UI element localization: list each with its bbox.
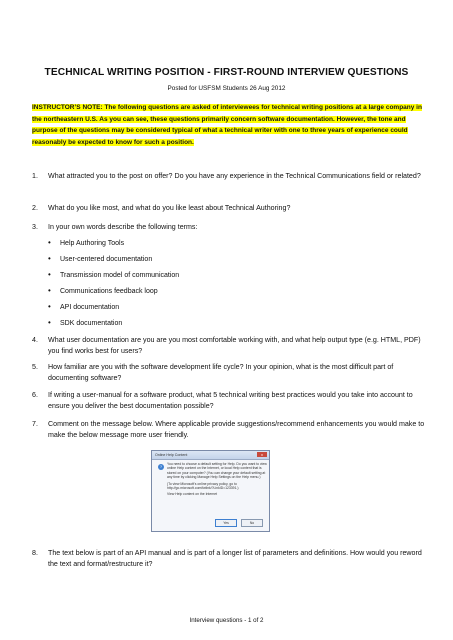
posted-date: Posted for USFSM Students 26 Aug 2012 [167, 85, 286, 92]
dialog-body [167, 462, 267, 499]
page-footer: Interview questions - 1 of 2 [189, 617, 264, 624]
dialog-message: You need to choose a default setting for Help. Do you want to view online Help content on the Internet, or local Help content that is stored on your computer? (You can change your default setting at any time by clicking Manage Help Settings on the Help menu.) [167, 462, 267, 480]
question-number: 1. [32, 172, 38, 180]
question-text: What attracted you to the post on offer? Do you have any experience in the Technical Communications field or related? [48, 172, 421, 180]
question-text: Comment on the message below. Where applicable provide suggestions/recommend enhancements you would make to make the below message more user friendly. [48, 420, 425, 439]
bullet-icon: • [48, 318, 51, 327]
bullet-icon: • [48, 238, 51, 247]
question-text: What do you like most, and what do you like least about Technical Authoring? [48, 204, 291, 212]
list-item: • Communications feedback loop [48, 286, 158, 295]
question-5 [32, 362, 430, 383]
list-item: • SDK documentation [48, 318, 123, 327]
question-text: How familiar are you with the software development life cycle? In your opinion, what is the most difficult part of documenting software? [48, 363, 394, 382]
dialog-privacy: (To view Microsoft's online privacy policy, go to http://go.microsoft.com/fwlink/?LinkID=123391.) [167, 481, 239, 491]
instructor-note-text: INSTRUCTOR’S NOTE: The following questions are asked of interviewees for technical writing positions at a large company in the northeastern U.S. As you can see, these questions primarily concern software documentation. However, the tone and purpose of the questions may be considered typical of what a technical writer with one to three years of experience could reasonably be expected to know for such a position. [32, 104, 422, 146]
question-7 [32, 419, 430, 440]
question-number: 6. [32, 391, 38, 399]
question-2 [32, 203, 430, 214]
question-6 [32, 390, 430, 411]
question-number: 2. [32, 204, 38, 212]
list-item: • Help Authoring Tools [48, 238, 125, 247]
list-item: • User-centered documentation [48, 254, 153, 263]
question-icon: ? [159, 464, 163, 469]
question-3 [32, 222, 430, 233]
question-1 [32, 171, 430, 182]
yes-button: Yes [215, 519, 237, 527]
page-title: TECHNICAL WRITING POSITION - FIRST-ROUND INTERVIEW QUESTIONS [44, 67, 409, 78]
question-text: What user documentation are you are you most comfortable working with, and what help output type (e.g. HTML, PDF) you find works best for users? [48, 336, 421, 355]
list-item: • API documentation [48, 302, 120, 311]
dialog-buttons [212, 519, 263, 527]
bullet-icon: • [48, 302, 51, 311]
bullet-icon: • [48, 286, 51, 295]
question-text: In your own words describe the following terms: [48, 223, 198, 231]
question-number: 8. [32, 549, 38, 557]
bullet-icon: • [48, 254, 51, 263]
question-text: The text below is part of an API manual and is part of a longer list of parameters and definitions. How would you reword the text and format/restructure it? [48, 549, 422, 568]
question-number: 7. [32, 420, 38, 428]
question-number: 4. [32, 336, 38, 344]
list-item: • Transmission model of communication [48, 270, 180, 279]
close-icon: x [257, 452, 267, 457]
question-4 [32, 335, 430, 356]
dialog-question: View Help content on the Internet [167, 492, 218, 497]
bullet-icon: • [48, 270, 51, 279]
instructor-note [32, 102, 428, 148]
question-number: 5. [32, 363, 38, 371]
dialog-title: Online Help Content [152, 451, 269, 460]
question-text: If writing a user-manual for a software product, what 5 technical writing best practices would you take into account to ensure you deliver the best documentation possible? [48, 391, 413, 410]
question-8 [32, 548, 430, 569]
no-button: No [241, 519, 263, 527]
question-number: 3. [32, 223, 38, 231]
help-dialog-screenshot [151, 450, 270, 532]
